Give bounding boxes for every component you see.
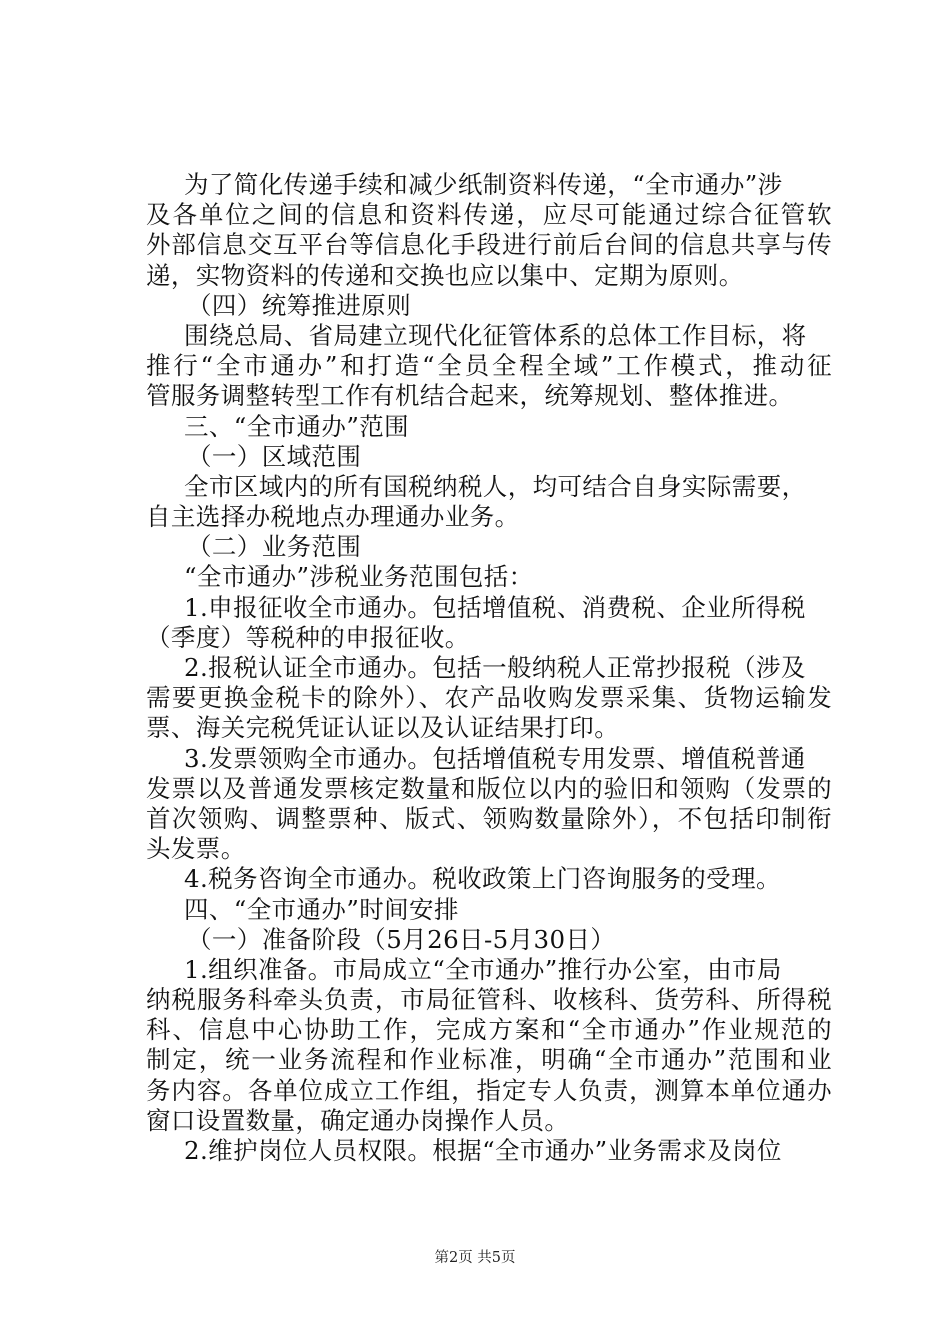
list-item-line: 1.组织准备。市局成立“全市通办”推行办公室，由市局 [184, 954, 782, 984]
section-heading: （一）准备阶段（5月26日-5月30日） [187, 924, 616, 954]
list-item-line: 头发票。 [146, 834, 246, 864]
list-item-line: 3.发票领购全市通办。包括增值税专用发票、增值税普通 [184, 743, 806, 773]
section-heading: （一）区域范围 [187, 441, 362, 471]
list-item-line: 窗口设置数量，确定通办岗操作人员。 [146, 1105, 570, 1135]
section-heading: （二）业务范围 [187, 532, 362, 562]
paragraph-line: 推行“全市通办”和打造“全员全程全域”工作模式，推动征 [146, 351, 832, 381]
list-item-line: 4.税务咨询全市通办。税收政策上门咨询服务的受理。 [184, 864, 781, 894]
list-item-line: 发票以及普通发票核定数量和版位以内的验旧和领购（发票的 [146, 773, 832, 803]
paragraph-line: 自主选择办税地点办理通办业务。 [146, 502, 520, 532]
paragraph-line: 及各单位之间的信息和资料传递，应尽可能通过综合征管软 [146, 200, 832, 230]
paragraph-line: “全市通办”涉税业务范围包括： [184, 562, 534, 592]
section-heading: 三、“全市通办”范围 [184, 411, 410, 441]
list-item-line: 需要更换金税卡的除外）、农产品收购发票采集、货物运输发 [146, 683, 832, 713]
list-item-line: 2.报税认证全市通办。包括一般纳税人正常抄报税（涉及 [184, 653, 806, 682]
list-item-line: 务内容。各单位成立工作组，指定专人负责，测算本单位通办 [146, 1075, 832, 1105]
paragraph-line: 递，实物资料的传递和交换也应以集中、定期为原则。 [146, 260, 744, 290]
section-heading: （四）统筹推进原则 [187, 290, 412, 320]
section-heading: 四、“全市通办”时间安排 [184, 894, 459, 924]
list-item-line: 1.申报征收全市通办。包括增值税、消费税、企业所得税 [184, 592, 806, 622]
list-item-line: 票、海关完税凭证认证以及认证结果打印。 [146, 713, 620, 743]
document-body [146, 170, 832, 1166]
list-item-line: （季度）等税种的申报征收。 [146, 622, 470, 652]
list-item-line: 科、信息中心协助工作，完成方案和“全市通办”作业规范的 [146, 1015, 832, 1045]
paragraph-line: 围绕总局、省局建立现代化征管体系的总体工作目标，将 [184, 320, 807, 350]
paragraph-line: 外部信息交互平台等信息化手段进行前后台间的信息共享与传 [146, 230, 832, 260]
paragraph-line: 为了简化传递手续和减少纸制资料传递，“全市通办”涉 [184, 170, 783, 199]
list-item-line: 首次领购、调整票种、版式、领购数量除外），不包括印制衔 [146, 803, 832, 833]
paragraph-line: 管服务调整转型工作有机结合起来，统筹规划、整体推进。 [146, 381, 794, 411]
paragraph-line: 全市区域内的所有国税纳税人，均可结合自身实际需要， [184, 471, 807, 501]
page-number-footer: 第2页 共5页 [434, 1250, 516, 1266]
list-item-line: 2.维护岗位人员权限。根据“全市通办”业务需求及岗位 [184, 1136, 782, 1165]
list-item-line: 制定，统一业务流程和作业标准，明确“全市通办”范围和业 [146, 1045, 832, 1075]
list-item-line: 纳税服务科牵头负责，市局征管科、收核科、货劳科、所得税 [146, 985, 832, 1015]
